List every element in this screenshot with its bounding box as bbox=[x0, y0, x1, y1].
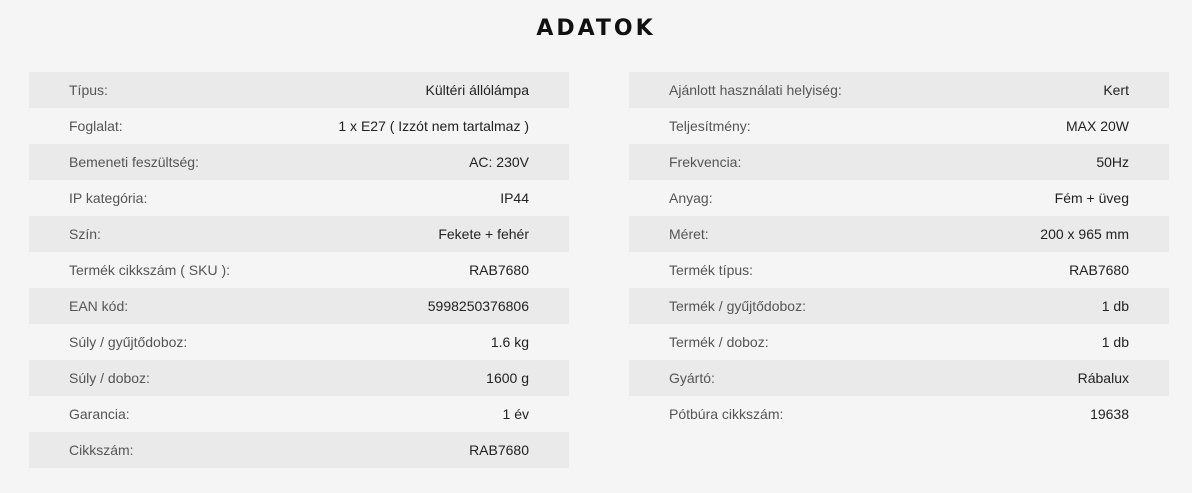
specs-table-left bbox=[29, 72, 569, 468]
spec-value: 1 db bbox=[1101, 334, 1129, 350]
spec-value: RAB7680 bbox=[1069, 262, 1129, 278]
spec-row-weight-box bbox=[29, 360, 569, 396]
spec-label: Cikkszám: bbox=[69, 442, 134, 458]
spec-value: 50Hz bbox=[1096, 154, 1129, 170]
spec-label: Garancia: bbox=[69, 406, 130, 422]
spec-value: 1.6 kg bbox=[490, 334, 529, 350]
spec-row-sku bbox=[29, 252, 569, 288]
spec-label: Anyag: bbox=[669, 190, 713, 206]
spec-row-product-type bbox=[629, 252, 1169, 288]
spec-value: 1 x E27 ( Izzót nem tartalmaz ) bbox=[338, 118, 529, 134]
spec-row-ip-rating bbox=[29, 180, 569, 216]
spec-value: RAB7680 bbox=[469, 262, 529, 278]
spec-value: 1 db bbox=[1101, 298, 1129, 314]
spec-value: 200 x 965 mm bbox=[1040, 226, 1129, 242]
spec-label: Pótbúra cikkszám: bbox=[669, 406, 784, 422]
spec-value: RAB7680 bbox=[469, 442, 529, 458]
spec-value: 1 év bbox=[502, 406, 529, 422]
spec-row-product-per-box bbox=[629, 324, 1169, 360]
spec-label: Termék / doboz: bbox=[669, 334, 769, 350]
spec-row-manufacturer bbox=[629, 360, 1169, 396]
spec-value: IP44 bbox=[500, 190, 529, 206]
spec-label: Típus: bbox=[69, 82, 108, 98]
spec-value: 1600 g bbox=[486, 370, 529, 386]
spec-value: AC: 230V bbox=[469, 154, 529, 170]
spec-label: Bemeneti feszültség: bbox=[69, 154, 199, 170]
spec-row-weight-master-box bbox=[29, 324, 569, 360]
spec-row-replacement-shade-number bbox=[629, 396, 1169, 432]
spec-row-warranty bbox=[29, 396, 569, 432]
spec-label: Gyártó: bbox=[669, 370, 715, 386]
spec-row-color bbox=[29, 216, 569, 252]
spec-label: Szín: bbox=[69, 226, 101, 242]
spec-value: MAX 20W bbox=[1065, 118, 1129, 134]
spec-value: Fém + üveg bbox=[1054, 190, 1129, 206]
spec-value: Kültéri állólámpa bbox=[425, 82, 529, 98]
spec-row-frequency bbox=[629, 144, 1169, 180]
spec-label: Termék cikkszám ( SKU ): bbox=[69, 262, 231, 278]
spec-row-material bbox=[629, 180, 1169, 216]
spec-row-recommended-location bbox=[629, 72, 1169, 108]
spec-value: 19638 bbox=[1090, 406, 1129, 422]
spec-row-product-per-master-box bbox=[629, 288, 1169, 324]
spec-value: Kert bbox=[1103, 82, 1129, 98]
spec-value: Rábalux bbox=[1077, 370, 1129, 386]
spec-value: 5998250376806 bbox=[427, 298, 529, 314]
spec-row-power bbox=[629, 108, 1169, 144]
spec-label: Foglalat: bbox=[69, 118, 123, 134]
spec-label: Termék / gyűjtődoboz: bbox=[669, 298, 806, 314]
spec-label: Súly / gyűjtődoboz: bbox=[69, 334, 188, 350]
spec-row-item-number bbox=[29, 432, 569, 468]
spec-row-type bbox=[29, 72, 569, 108]
spec-label: Méret: bbox=[669, 226, 709, 242]
spec-row-input-voltage bbox=[29, 144, 569, 180]
spec-label: Ajánlott használati helyiség: bbox=[669, 82, 842, 98]
spec-row-socket bbox=[29, 108, 569, 144]
spec-label: Termék típus: bbox=[669, 262, 754, 278]
spec-row-size bbox=[629, 216, 1169, 252]
page-title: ADATOK bbox=[536, 16, 656, 41]
spec-row-ean bbox=[29, 288, 569, 324]
spec-label: Frekvencia: bbox=[669, 154, 742, 170]
specs-table-right bbox=[629, 72, 1169, 432]
spec-label: Teljesítmény: bbox=[669, 118, 751, 134]
spec-value: Fekete + fehér bbox=[438, 226, 529, 242]
spec-label: Súly / doboz: bbox=[69, 370, 150, 386]
spec-label: EAN kód: bbox=[69, 298, 129, 314]
spec-label: IP kategória: bbox=[69, 190, 148, 206]
